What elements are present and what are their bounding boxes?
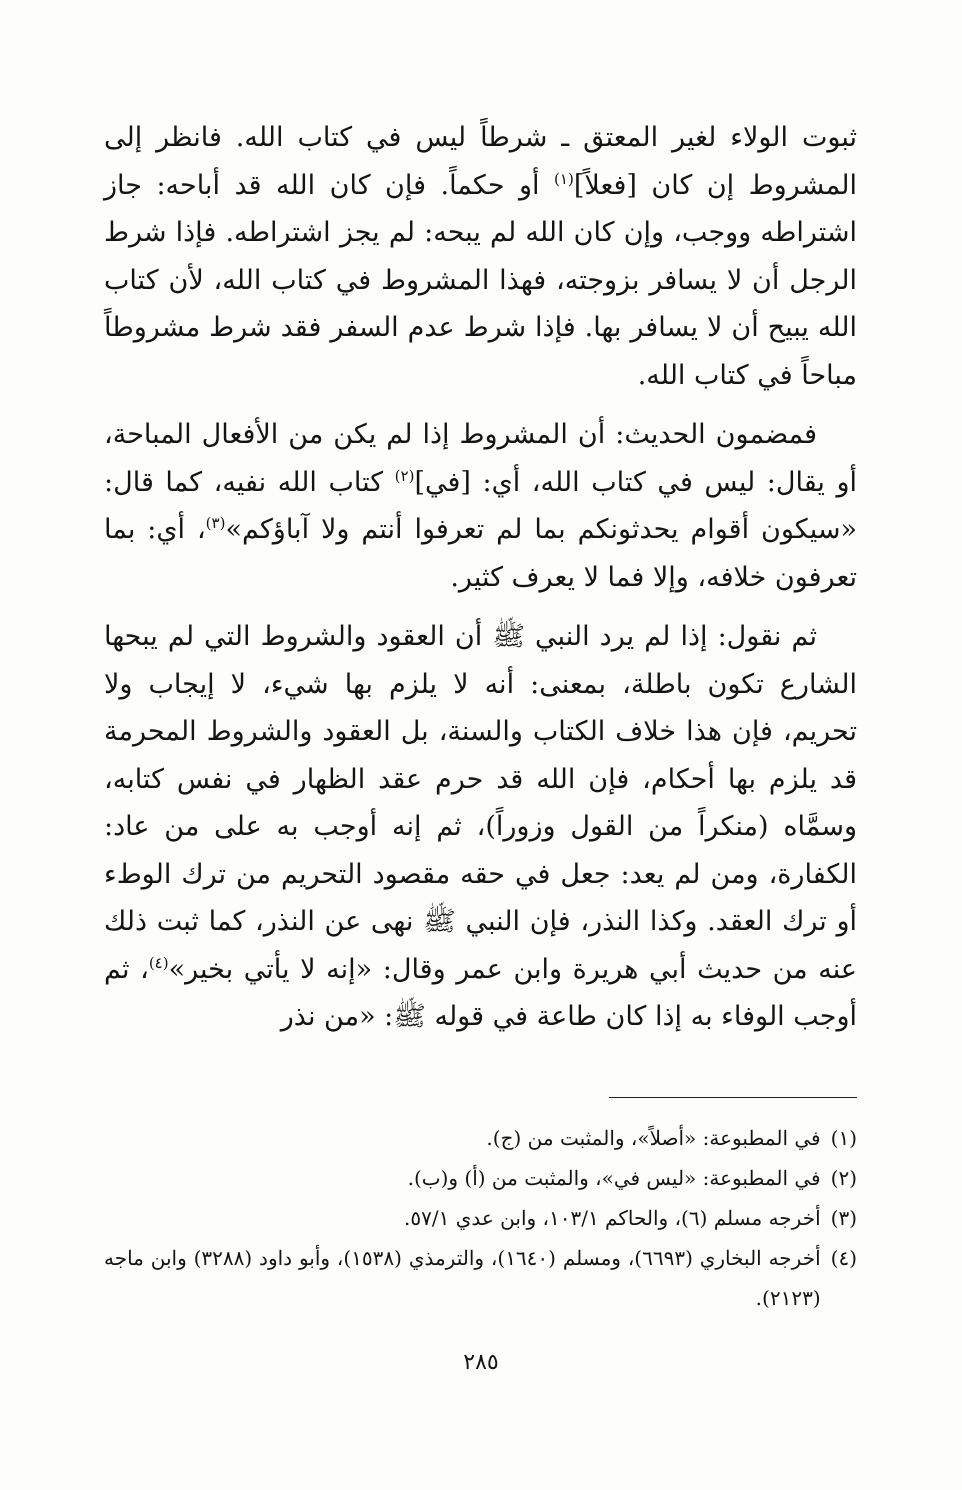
footnote-4 xyxy=(104,1238,857,1318)
footnote-ref-2[interactable]: (٢) xyxy=(394,466,415,485)
main-text xyxy=(104,114,857,1041)
paragraph-2: فمضمون الحديث: أن المشروط إذا لم يكن من الأفعال المباحة، أو يقال: ليس في كتاب الله، أي: [في]$^{(٢)}$ كتاب الله نفيه، كما قال: «سيكون أقوام يحدثونكم بما لم تعرفوا أنتم ولا آباؤكم»$^{(٣)}$، أي: بما تعرفون خلافه، وإلا فما لا يعرف كثير. xyxy=(104,419,857,593)
paragraph-3: ثم نقول: إذا لم يرد النبي ﷺ أن العقود والشروط التي لم يبحها الشارع تكون باطلة، بمعنى: أنه لا يلزم بها شيء، لا إيجاب ولا تحريم، فإن هذا خلاف الكتاب والسنة، بل العقود والشروط المحرمة قد يلزم بها أحكام، فإن الله قد حرم عقد الظهار في نفس كتابه، وسمَّاه (منكراً من القول وزوراً)، ثم إنه أوجب به على من عاد: الكفارة، ومن لم يعد: جعل في حقه مقصود التحريم من ترك الوطء أو ترك العقد. وكذا النذر، فإن النبي ﷺ نهى عن النذر، كما ثبت ذلك عنه من حديث أبي هريرة وابن عمر وقال: «إنه لا يأتي بخير»$^{(٤)}$، ثم أوجب الوفاء به إذا كان طاعة في قوله ﷺ: «من نذر xyxy=(104,621,857,1032)
footnote-number: (٤) xyxy=(830,1246,857,1270)
page-number: ٢٨٥ xyxy=(463,1350,499,1375)
footnote-number: (٢) xyxy=(830,1166,857,1190)
footnote-ref-4[interactable]: (٤) xyxy=(148,953,169,972)
footnote-3 xyxy=(104,1198,857,1238)
footnote-2 xyxy=(104,1158,857,1198)
footnote-separator xyxy=(609,1097,857,1098)
footnotes xyxy=(104,1118,857,1318)
footnote-text: أخرجه مسلم (٦)، والحاكم ١٠٣/١، وابن عدي ٥٧/١. xyxy=(404,1206,821,1230)
footnote-text: في المطبوعة: «أصلاً»، والمثبت من (ج). xyxy=(486,1126,821,1150)
paragraph-1: ثبوت الولاء لغير المعتق ـ شرطاً ليس في كتاب الله. فانظر إلى المشروط إن كان [فعلاً]$^{(١)}$ أو حكماً. فإن كان الله قد أباحه: جاز اشتراطه ووجب، وإن كان الله لم يبحه: لم يجز اشتراطه. فإذا شرط الرجل أن لا يسافر بزوجته، فهذا المشروط في كتاب الله، لأن كتاب الله يبيح أن لا يسافر بها. فإذا شرط عدم السفر فقد شرط مشروطاً مباحاً في كتاب الله. xyxy=(104,122,858,391)
footnote-1 xyxy=(104,1118,857,1158)
footnote-text: أخرجه البخاري (٦٦٩٣)، ومسلم (١٦٤٠)، والترمذي (١٥٣٨)، وأبو داود (٣٢٨٨) وابن ماجه (٢١٢٣). xyxy=(104,1246,821,1310)
footnote-text: في المطبوعة: «ليس في»، والمثبت من (أ) و(ب). xyxy=(407,1166,821,1190)
footnote-number: (٣) xyxy=(830,1206,857,1230)
footnote-number: (١) xyxy=(830,1126,857,1150)
footnote-ref-3[interactable]: (٣) xyxy=(205,514,226,532)
footnote-ref-1[interactable]: (١) xyxy=(554,169,574,188)
